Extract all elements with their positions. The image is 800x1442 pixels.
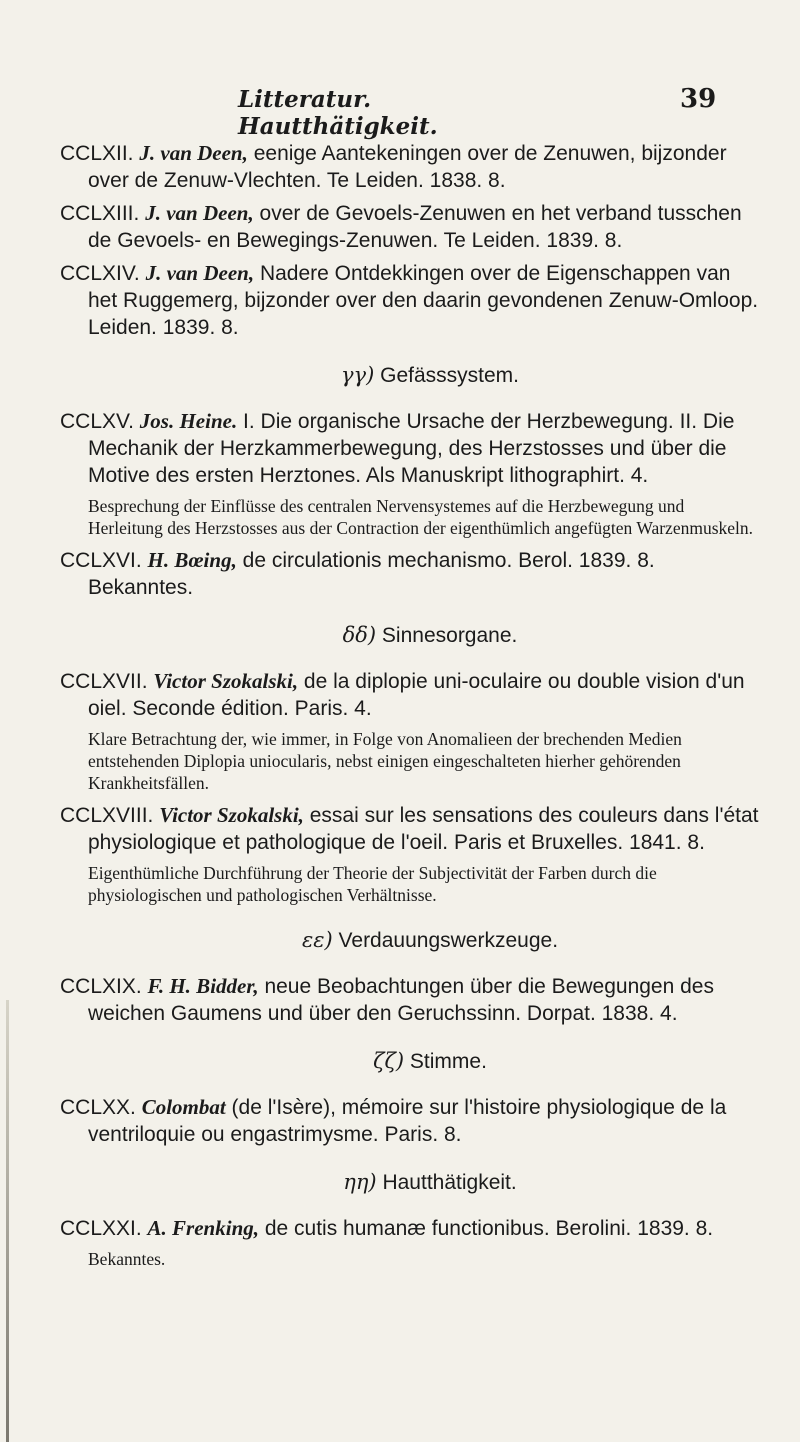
bibliography-entry bbox=[60, 260, 760, 341]
section-title: Sinnesorgane. bbox=[376, 624, 518, 647]
section-marker: γγ) bbox=[341, 363, 375, 387]
section-heading bbox=[60, 1049, 760, 1074]
entry-text: eenige Aantekeningen over de Zenuwen, bijzonder over de Zenuw-Vlechten. Te Leiden. 1838. 8. bbox=[88, 142, 727, 192]
entry-text: de circulationis mechanismo. Berol. 1839. 8. Bekanntes. bbox=[88, 549, 655, 599]
bibliography-entry bbox=[60, 973, 760, 1027]
entry-author: Jos. Heine. bbox=[139, 409, 238, 433]
bibliography-entry bbox=[60, 802, 760, 856]
bibliography-entry bbox=[60, 547, 760, 601]
entry-text: Nadere Ontdekkingen over de Eigenschappen van het Ruggemerg, bijzonder over den daarin gevondenen Zenuw-Omloop. Leiden. 1839. 8. bbox=[88, 262, 759, 339]
entry-author: Colombat bbox=[141, 1095, 226, 1119]
entry-text: I. Die organische Ursache der Herzbewegung. II. Die Mechanik der Herzkammerbewegung, des Herzstosses und über die Motive des ersten Herztones. Als Manuskript lithographirt. 4. bbox=[88, 410, 735, 487]
section-heading bbox=[60, 1170, 760, 1195]
bibliography-entry bbox=[60, 1094, 760, 1148]
page-number: 39 bbox=[680, 84, 717, 114]
entry-author: J. van Deen, bbox=[145, 201, 254, 225]
entry-number: CCLXIII. bbox=[60, 202, 140, 225]
entry-number: CCLXV. bbox=[60, 410, 134, 433]
entry-text: (de l'Isère), mémoire sur l'histoire physiologique de la ventriloquie ou engastrimysme. Paris. 8. bbox=[88, 1096, 727, 1146]
entry-author: F. H. Bidder, bbox=[147, 974, 259, 998]
entry-number: CCLXIX. bbox=[60, 975, 142, 998]
section-title: Hautthätigkeit. bbox=[376, 1171, 517, 1194]
entry-author: Victor Szokalski, bbox=[159, 803, 304, 827]
section-title: Gefässsystem. bbox=[374, 364, 519, 387]
section-marker: δδ) bbox=[342, 623, 377, 647]
entry-annotation: Besprechung der Einflüsse des centralen Nervensystemes auf die Herzbewegung und Herleitung des Herzstosses aus der Contraction der eigenthümlich angefügten Warzenmuskeln. bbox=[88, 496, 754, 538]
section-heading bbox=[60, 363, 760, 388]
bibliography-list bbox=[60, 140, 760, 1278]
entry-number: CCLXVII. bbox=[60, 670, 148, 693]
section-title: Stimme. bbox=[404, 1050, 487, 1073]
section-title: Verdauungswerkzeuge. bbox=[332, 929, 559, 952]
entry-text: de cutis humanæ functionibus. Berolini. 1839. 8. bbox=[259, 1217, 714, 1240]
entry-author: J. van Deen, bbox=[139, 141, 248, 165]
entry-text: over de Gevoels-Zenuwen en het verband tusschen de Gevoels- en Bewegings-Zenuwen. Te Leiden. 1839. 8. bbox=[88, 202, 742, 252]
bibliography-entry bbox=[60, 200, 760, 254]
page-edge-shadow bbox=[6, 1000, 9, 1442]
section-heading bbox=[60, 623, 760, 648]
bibliography-entry bbox=[60, 668, 760, 722]
entry-author: J. van Deen, bbox=[145, 261, 255, 285]
bibliography-entry bbox=[60, 408, 760, 489]
section-marker: ζζ) bbox=[373, 1049, 405, 1073]
section-marker: ηη) bbox=[343, 1170, 377, 1194]
entry-text: neue Beobachtungen über die Bewegungen des weichen Gaumens und über den Geruchssinn. Dorpat. 1838. 4. bbox=[88, 975, 714, 1025]
entry-number: CCLXVIII. bbox=[60, 804, 154, 827]
entry-author: H. Bœing, bbox=[147, 548, 237, 572]
entry-author: A. Frenking, bbox=[147, 1216, 259, 1240]
section-heading bbox=[60, 928, 760, 953]
running-header: Litteratur. Hautthätigkeit. bbox=[238, 86, 438, 140]
entry-annotation: Klare Betrachtung der, wie immer, in Folge von Anomalieen der brechenden Medien entstehenden Diplopia uniocularis, nebst einigen eingeschalteten hierher gehörenden Krankheitsfällen. bbox=[88, 729, 682, 793]
bibliography-entry bbox=[60, 1215, 760, 1242]
entry-annotation: Eigenthümliche Durchführung der Theorie der Subjectivität der Farben durch die physiologischen und pathologischen Verhältnisse. bbox=[88, 863, 657, 905]
section-marker: εε) bbox=[301, 928, 333, 952]
entry-number: CCLXIV. bbox=[60, 262, 140, 285]
entry-number: CCLXXI. bbox=[60, 1217, 142, 1240]
entry-author: Victor Szokalski, bbox=[153, 669, 299, 693]
bibliography-entry bbox=[60, 140, 760, 194]
entry-number: CCLXX. bbox=[60, 1096, 136, 1119]
entry-annotation: Bekanntes. bbox=[88, 1249, 166, 1269]
entry-number: CCLXVI. bbox=[60, 549, 142, 572]
entry-text: de la diplopie uni-oculaire ou double vision d'un oiel. Seconde édition. Paris. 4. bbox=[88, 670, 745, 720]
entry-number: CCLXII. bbox=[60, 142, 134, 165]
entry-text: essai sur les sensations des couleurs dans l'état physiologique et pathologique de l'oeil. Paris et Bruxelles. 1841. 8. bbox=[88, 804, 759, 854]
